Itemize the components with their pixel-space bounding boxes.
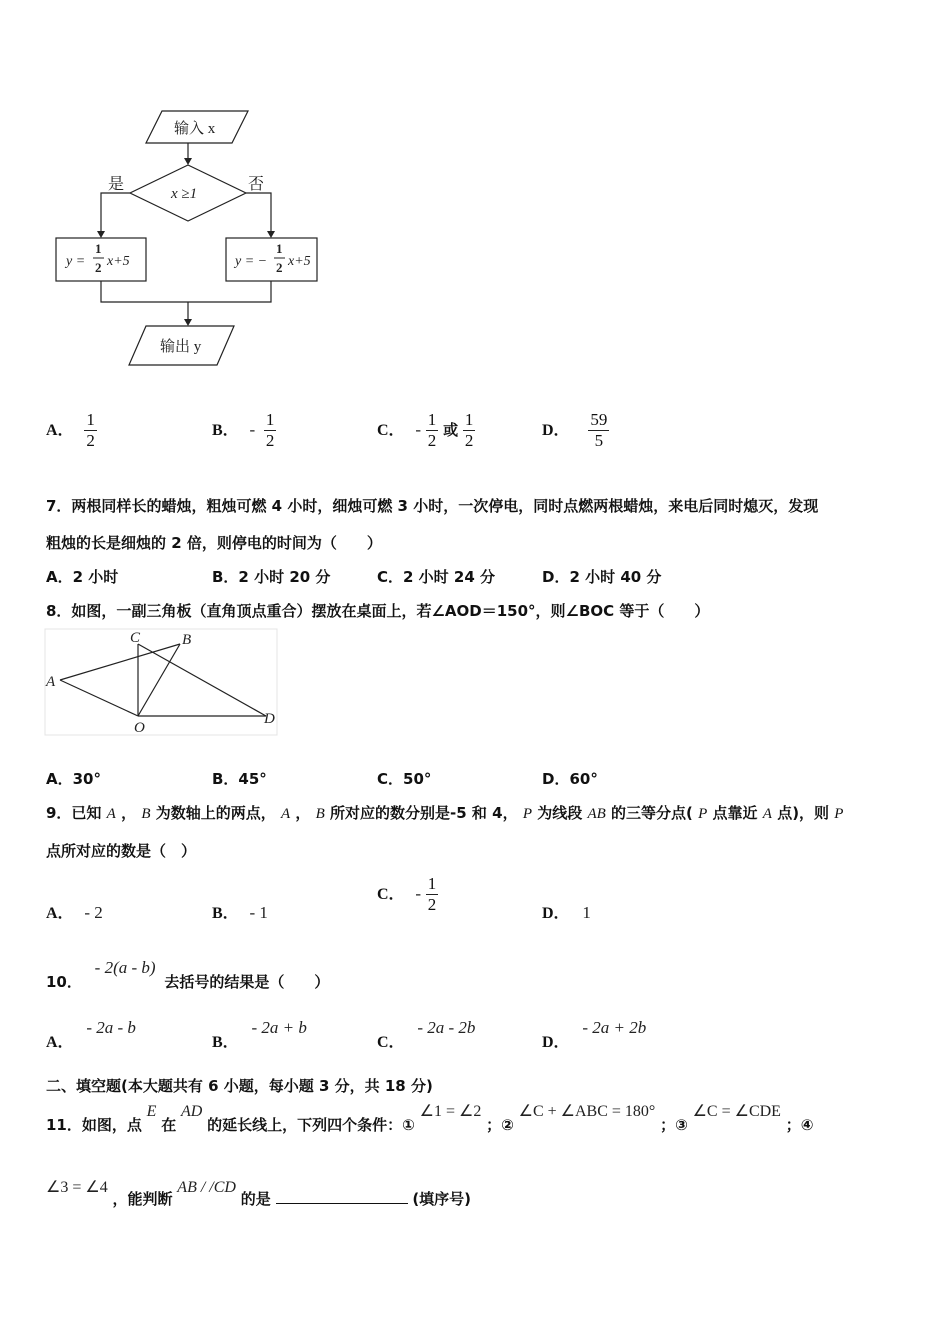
q9-var: A bbox=[762, 806, 772, 822]
fraction-denominator: 2 bbox=[427, 431, 437, 450]
option-letter: D． bbox=[542, 905, 570, 922]
q10-expression: - 2(a - b) bbox=[94, 958, 156, 977]
q9-var: B bbox=[141, 806, 151, 822]
q10-option-a bbox=[46, 1015, 136, 1051]
q11-text: ；② bbox=[486, 1116, 514, 1134]
q11-text: 的是 bbox=[240, 1190, 271, 1208]
q7-stem-line2: 粗烛的长是细烛的 2 倍，则停电的时间为（ ） bbox=[46, 534, 382, 552]
q9-stem-line2: 点所对应的数是（ ） bbox=[46, 842, 197, 860]
option-expression: - 2a + b bbox=[251, 1018, 307, 1037]
fraction-denominator: 2 bbox=[427, 895, 437, 914]
q11-text: 在 bbox=[161, 1116, 177, 1134]
q7-option-d: D．2 小时 40 分 bbox=[542, 568, 662, 586]
q9-text: 9．已知 bbox=[46, 804, 102, 822]
option-letter: B． bbox=[212, 1034, 239, 1051]
section-heading: 二、填空题(本大题共有 6 小题，每小题 3 分，共 18 分) bbox=[46, 1077, 433, 1095]
option-letter: D． bbox=[542, 1034, 570, 1051]
q8-option-c: C．50° bbox=[377, 770, 432, 788]
flowchart-left-den: 2 bbox=[95, 260, 102, 275]
q11-condition-2: ∠C + ∠ABC = 180° bbox=[518, 1103, 656, 1120]
q8-option-b: B．45° bbox=[212, 770, 267, 788]
q9-var: P bbox=[834, 806, 844, 822]
option-letter: A． bbox=[46, 1034, 74, 1051]
option-letter: C． bbox=[377, 886, 405, 903]
option-value: - 1 bbox=[249, 903, 268, 922]
flowchart-output-text: 输出 y bbox=[160, 339, 202, 355]
option-expression: - 2a - 2b bbox=[417, 1018, 476, 1037]
fraction-denominator: 2 bbox=[265, 431, 275, 450]
q11-condition-3: ∠C = ∠CDE bbox=[692, 1103, 781, 1120]
flowchart-right-suffix: x+5 bbox=[288, 254, 311, 269]
fraction bbox=[426, 874, 439, 915]
option-expression: - 2a - b bbox=[86, 1018, 136, 1037]
flowchart-right-den: 2 bbox=[276, 260, 283, 275]
q11-text: 的延长线上，下列四个条件：① bbox=[207, 1116, 415, 1134]
q10-stem-text: 去括号的结果是（ ） bbox=[164, 973, 330, 991]
flowchart-left-suffix: x+5 bbox=[107, 254, 130, 269]
q9-option-c bbox=[377, 874, 438, 915]
fraction-numerator: 1 bbox=[427, 874, 437, 893]
q11-text: ；④ bbox=[785, 1116, 814, 1134]
q8-option-d: D．60° bbox=[542, 770, 598, 788]
q9-var: A bbox=[106, 806, 116, 822]
q11-point-e: E bbox=[146, 1103, 157, 1120]
q9-var: P bbox=[698, 806, 708, 822]
q6-option-d bbox=[542, 410, 609, 451]
q8-option-a: A．30° bbox=[46, 770, 101, 788]
fraction-denominator: 5 bbox=[594, 431, 604, 450]
q10-option-c bbox=[377, 1015, 476, 1051]
fraction-numerator: 1 bbox=[427, 410, 437, 429]
flowchart-no-label: 否 bbox=[248, 176, 265, 193]
q9-option-a bbox=[46, 900, 103, 923]
option-value: 1 bbox=[582, 903, 591, 922]
fraction-numerator: 1 bbox=[464, 410, 474, 429]
option-letter: C． bbox=[377, 422, 405, 439]
point-label-d: D bbox=[264, 711, 275, 727]
q11-condition-4: ∠3 = ∠4 bbox=[46, 1179, 108, 1196]
q11-stem-line2 bbox=[46, 1176, 472, 1208]
q10-option-d bbox=[542, 1015, 647, 1051]
minus-sign: - bbox=[415, 884, 422, 903]
flowchart-left-num: 1 bbox=[95, 241, 102, 256]
flowchart-condition-text: x ≥1 bbox=[171, 186, 198, 202]
q9-text: 所对应的数分别是-5 和 4， bbox=[330, 804, 518, 822]
question-number: 10． bbox=[46, 973, 82, 991]
q11-parallel-expression: AB / /CD bbox=[177, 1179, 236, 1196]
fraction bbox=[463, 410, 476, 451]
minus-sign: - bbox=[415, 420, 422, 439]
flowchart-right-prefix: y = − bbox=[235, 254, 268, 269]
q9-text: 为数轴上的两点， bbox=[155, 804, 276, 822]
q11-text: (填序号) bbox=[412, 1190, 472, 1208]
q9-text: 为线段 bbox=[537, 804, 583, 822]
fraction bbox=[84, 410, 97, 451]
q9-text: 点)，则 bbox=[777, 804, 830, 822]
q11-segment-ad: AD bbox=[181, 1103, 203, 1120]
point-label-c: C bbox=[130, 630, 141, 646]
q6-option-a bbox=[46, 410, 97, 451]
q9-text: ， bbox=[121, 804, 137, 822]
point-label-a: A bbox=[46, 674, 56, 690]
q9-var: P bbox=[522, 806, 532, 822]
flowchart-input-text: 输入 x bbox=[174, 121, 216, 137]
q6-option-b bbox=[212, 410, 276, 451]
q10-option-b bbox=[212, 1015, 307, 1051]
fraction bbox=[588, 410, 609, 451]
fraction bbox=[426, 410, 439, 451]
q11-stem-line1 bbox=[46, 1100, 814, 1134]
q6-option-c bbox=[377, 410, 475, 451]
fraction-numerator: 1 bbox=[265, 410, 275, 429]
point-label-o: O bbox=[134, 720, 145, 736]
q9-var: B bbox=[315, 806, 325, 822]
q9-text: ， bbox=[295, 804, 311, 822]
q9-text: 的三等分点( bbox=[611, 804, 693, 822]
q9-stem-line1 bbox=[46, 802, 843, 823]
option-letter: C． bbox=[377, 1034, 405, 1051]
point-label-b: B bbox=[182, 632, 192, 648]
fraction bbox=[264, 410, 277, 451]
option-letter: D． bbox=[542, 422, 570, 439]
triangle-figure bbox=[44, 628, 278, 738]
option-expression: - 2a + 2b bbox=[582, 1018, 647, 1037]
q7-option-c: C．2 小时 24 分 bbox=[377, 568, 495, 586]
q9-option-b bbox=[212, 900, 268, 923]
option-letter: B． bbox=[212, 422, 239, 439]
flowchart bbox=[50, 105, 330, 375]
q7-option-a: A．2 小时 bbox=[46, 568, 119, 586]
fraction-denominator: 2 bbox=[464, 431, 474, 450]
answer-blank[interactable] bbox=[276, 1188, 408, 1204]
q11-condition-1: ∠1 = ∠2 bbox=[419, 1103, 482, 1120]
q11-text: 11．如图，点 bbox=[46, 1116, 142, 1134]
q8-stem: 8．如图，一副三角板（直角顶点重合）摆放在桌面上，若∠AOD＝150°，则∠BOC 等于（ ） bbox=[46, 602, 710, 620]
fraction-numerator: 1 bbox=[86, 410, 95, 429]
q9-option-d bbox=[542, 900, 591, 923]
flowchart-yes-label: 是 bbox=[108, 176, 125, 193]
fraction-numerator: 59 bbox=[590, 410, 608, 429]
q9-text: 点靠近 bbox=[712, 804, 758, 822]
q9-var: AB bbox=[587, 806, 606, 822]
option-letter: A． bbox=[46, 905, 74, 922]
or-word: 或 bbox=[443, 421, 459, 439]
flowchart-right-num: 1 bbox=[276, 241, 283, 256]
option-letter: B． bbox=[212, 905, 239, 922]
q10-stem bbox=[46, 957, 330, 991]
q9-var: A bbox=[280, 806, 291, 822]
q7-stem-line1: 7．两根同样长的蜡烛，粗烛可燃 4 小时，细烛可燃 3 小时，一次停电，同时点燃两根蜡烛，来电后同时熄灭，发现 bbox=[46, 497, 819, 515]
option-letter: A． bbox=[46, 422, 74, 439]
flowchart-left-prefix: y = bbox=[66, 254, 86, 269]
fraction-denominator: 2 bbox=[86, 431, 95, 450]
q11-text: ；③ bbox=[660, 1116, 688, 1134]
q7-option-b: B．2 小时 20 分 bbox=[212, 568, 331, 586]
minus-sign: - bbox=[249, 420, 256, 439]
q11-text: ，能判断 bbox=[112, 1190, 173, 1208]
option-value: - 2 bbox=[84, 903, 103, 922]
